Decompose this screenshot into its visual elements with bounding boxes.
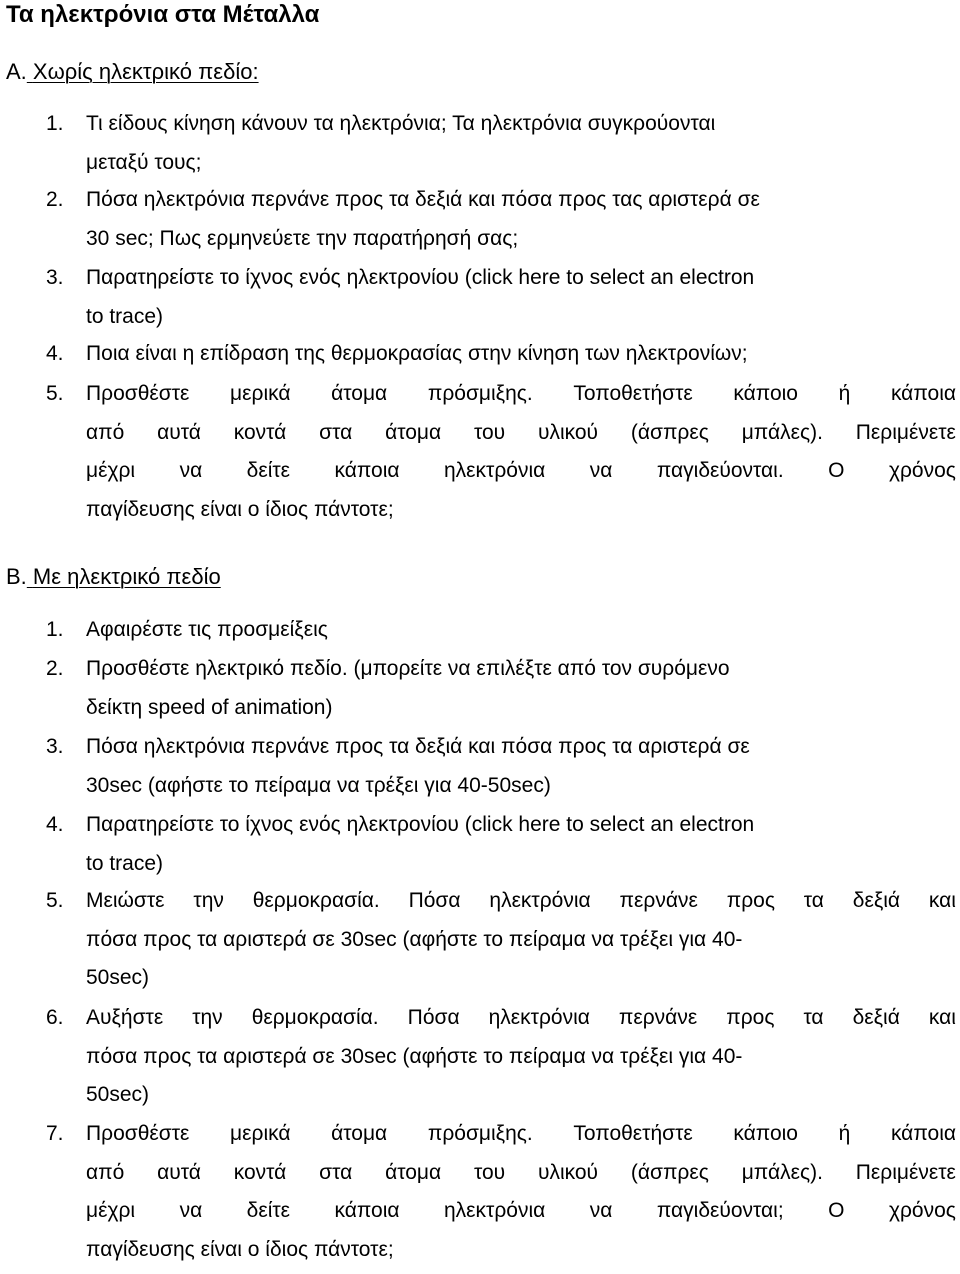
list-item-number: 1. [46, 112, 64, 135]
word: μέχρι [86, 459, 136, 482]
list-item-line: 30 sec; Πως ερμηνεύετε την παρατήρησή σας; [86, 226, 519, 250]
word: Μειώστε [86, 889, 165, 912]
list-item-line: Πόσα ηλεκτρόνια περνάνε προς τα δεξιά και πόσα προς τα αριστερά σε [86, 735, 750, 758]
word: κάποιο [733, 1122, 798, 1145]
list-item-line: 30sec (αφήστε το πείραμα να τρέξει για 40-50sec) [86, 773, 551, 797]
word: μπάλες). [741, 420, 823, 444]
word: προς [726, 1006, 775, 1029]
word: πρόσμιξης. [427, 382, 533, 405]
word: παγιδεύονται. [656, 459, 784, 482]
section-b-title: Με ηλεκτρικό πεδίο [32, 564, 221, 589]
list-item-line [86, 459, 956, 483]
word: χρόνος [888, 1199, 956, 1222]
word: ή [838, 382, 851, 405]
list-item-line [86, 382, 956, 406]
list-item-line [86, 1006, 956, 1030]
list-item-line: Αφαιρέστε τις προσμείξεις [86, 618, 328, 641]
list-item-line: Παρατηρείστε το ίχνος ενός ηλεκτρονίου (click here to select an electron [86, 813, 755, 836]
word: Περιμένετε [855, 420, 956, 444]
word: την [192, 1006, 223, 1029]
list-item-line: Ποια είναι η επίδραση της θερμοκρασίας στην κίνηση των ηλεκτρονίων; [86, 342, 748, 365]
word: θερμοκρασία. [251, 1006, 379, 1029]
word: του [473, 420, 506, 444]
section-b-letter: Β. [6, 564, 27, 589]
word: (άσπρες [630, 420, 709, 444]
word: να [589, 459, 613, 482]
word: τα [803, 1006, 824, 1029]
word: ηλεκτρόνια [488, 1006, 590, 1029]
list-item-number: 5. [46, 889, 64, 912]
section-b-heading [6, 563, 221, 591]
word: Ο [828, 1199, 845, 1222]
word: χρόνος [888, 459, 956, 482]
word: ή [838, 1122, 851, 1145]
list-item-line [86, 1161, 956, 1185]
word: Ο [828, 459, 845, 482]
word: δεξιά [852, 1006, 900, 1029]
word: δεξιά [852, 889, 901, 912]
word: κοντά [233, 1160, 287, 1184]
word: του [473, 1160, 506, 1184]
list-item-line: μεταξύ τους; [86, 150, 202, 174]
word: αυτά [157, 420, 201, 444]
word: περνάνε [618, 1006, 698, 1029]
list-item-number: 3. [46, 266, 64, 289]
word: άτομα [385, 1160, 442, 1184]
list-item-line: Προσθέστε ηλεκτρικό πεδίο. (μπορείτε να επιλέξτε από τον συρόμενο [86, 657, 730, 680]
word: να [589, 1199, 613, 1222]
word: υλικού [537, 1160, 599, 1184]
word: μέχρι [86, 1199, 136, 1222]
word: αυτά [157, 1160, 201, 1184]
word: δείτε [246, 1199, 291, 1222]
word: από [86, 420, 125, 444]
word: από [86, 1160, 125, 1184]
word: στα [319, 420, 353, 444]
word: την [193, 889, 224, 912]
section-a-heading [6, 58, 259, 86]
list-item-line: 50sec) [86, 966, 150, 989]
word: Αυξήστε [86, 1006, 164, 1029]
list-item-line: 50sec) [86, 1083, 150, 1106]
word: κοντά [233, 420, 287, 444]
list-item-line: πόσα προς τα αριστερά σε 30sec (αφήστε το πείραμα να τρέξει για 40- [86, 927, 743, 951]
word: να [179, 1199, 203, 1222]
word: κάποια [334, 459, 400, 482]
list-item-line: πόσα προς τα αριστερά σε 30sec (αφήστε το πείραμα να τρέξει για 40- [86, 1044, 743, 1068]
list-item-line: παγίδευσης είναι ο ίδιος πάντοτε; [86, 497, 394, 521]
word: άτομα [385, 420, 442, 444]
list-item-line [86, 421, 956, 445]
list-item-line: to trace) [86, 304, 164, 328]
word: άτομα [331, 382, 388, 405]
word: Προσθέστε [86, 1122, 190, 1145]
list-item-line: παγίδευσης είναι ο ίδιος πάντοτε; [86, 1237, 394, 1261]
list-item-line: to trace) [86, 851, 164, 875]
word: κάποια [890, 382, 956, 405]
section-a-letter: Α. [6, 59, 27, 84]
word: πρόσμιξης. [427, 1122, 533, 1145]
word: Πόσα [407, 1006, 460, 1029]
word: ηλεκτρόνια [444, 459, 546, 482]
list-item-line: Πόσα ηλεκτρόνια περνάνε προς τα δεξιά και πόσα προς τας αριστερά σε [86, 188, 760, 211]
list-item-number: 2. [46, 657, 64, 680]
word: ηλεκτρόνια [444, 1199, 546, 1222]
word: Προσθέστε [86, 382, 190, 405]
list-item-number: 4. [46, 342, 64, 365]
word: ηλεκτρόνια [489, 889, 591, 912]
word: κάποια [334, 1199, 400, 1222]
word: μερικά [230, 1122, 291, 1145]
word: θερμοκρασία. [252, 889, 380, 912]
word: περνάνε [619, 889, 698, 912]
word: μπάλες). [741, 1160, 823, 1184]
word: υλικού [537, 420, 599, 444]
list-item-number: 4. [46, 813, 64, 836]
word: και [928, 1006, 956, 1029]
word: Τοποθετήστε [573, 382, 693, 405]
word: κάποιο [733, 382, 798, 405]
list-item-line: Τι είδους κίνηση κάνουν τα ηλεκτρόνια; Τα ηλεκτρόνια συγκρούονται [86, 112, 716, 135]
word: να [179, 459, 203, 482]
list-item-line: Παρατηρείστε το ίχνος ενός ηλεκτρονίου (click here to select an electron [86, 266, 755, 289]
word: Τοποθετήστε [573, 1122, 693, 1145]
word: Πόσα [408, 889, 461, 912]
word: άτομα [331, 1122, 388, 1145]
list-item-number: 1. [46, 618, 64, 641]
word: (άσπρες [630, 1160, 709, 1184]
list-item-line [86, 1199, 956, 1223]
list-item-number: 2. [46, 188, 64, 211]
list-item-number: 6. [46, 1006, 64, 1029]
list-item-number: 5. [46, 382, 64, 405]
word: προς [726, 889, 775, 912]
word: τα [803, 889, 824, 912]
section-a-title: Χωρίς ηλεκτρικό πεδίο: [32, 59, 259, 84]
word: παγιδεύονται; [656, 1199, 784, 1222]
list-item-number: 3. [46, 735, 64, 758]
word: δείτε [246, 459, 291, 482]
word: μερικά [230, 382, 291, 405]
word: στα [319, 1160, 353, 1184]
list-item-line: δείκτη speed of animation) [86, 695, 333, 719]
list-item-line [86, 889, 956, 913]
word: κάποια [890, 1122, 956, 1145]
word: Περιμένετε [855, 1160, 956, 1184]
list-item-line [86, 1122, 956, 1146]
document-title: Τα ηλεκτρόνια στα Μέταλλα [6, 1, 320, 28]
word: και [928, 889, 956, 912]
list-item-number: 7. [46, 1122, 64, 1145]
